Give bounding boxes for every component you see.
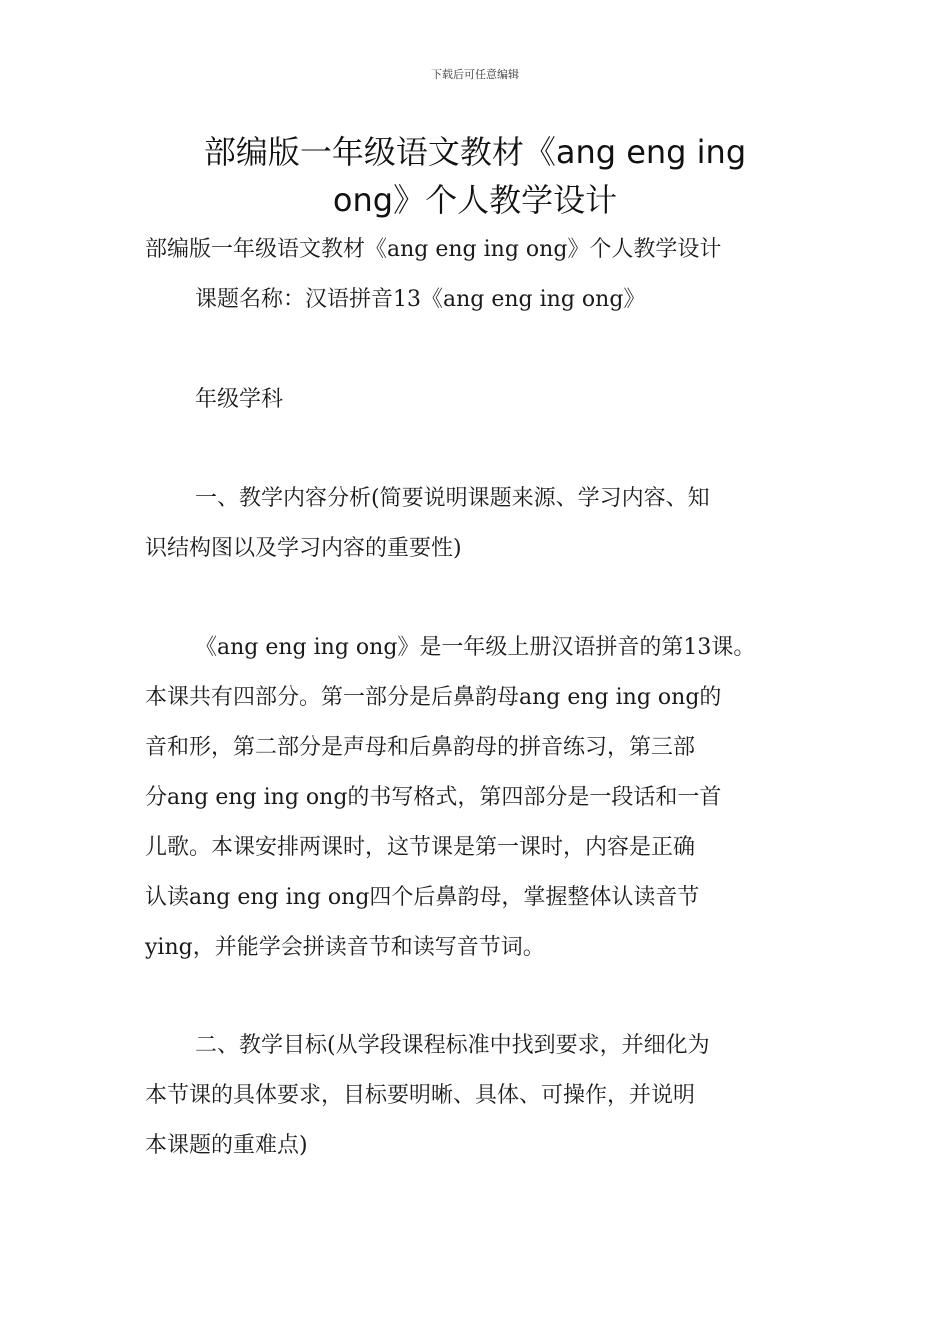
header-note: 下载后可任意编辑 [431, 68, 519, 81]
title-line-1: 部编版一年级语文教材《ang eng ing [203, 133, 747, 171]
section-1-line: 识结构图以及学习内容的重要性) [145, 536, 462, 561]
title-line-2: ong》个人教学设计 [332, 181, 618, 219]
paragraph-1 [145, 623, 815, 973]
section-2-line: 本课题的重难点) [145, 1133, 308, 1158]
section-1-line: 一、教学内容分析(简要说明课题来源、学习内容、知 [195, 486, 710, 511]
section-2-line: 二、教学目标(从学段课程标准中找到要求，并细化为 [195, 1033, 710, 1058]
paragraph-line: ying，并能学会拼读音节和读写音节词。 [145, 935, 545, 960]
section-2-heading [145, 1021, 815, 1171]
paragraph-line: 《ang eng ing ong》是一年级上册汉语拼音的第13课。 [195, 635, 756, 660]
lesson-name: 课题名称：汉语拼音13《ang eng ing ong》 [195, 287, 646, 312]
grade-subject: 年级学科 [195, 387, 284, 412]
paragraph-line: 本课共有四部分。第一部分是后鼻韵母ang eng ing ong的 [145, 685, 722, 710]
paragraph-line: 分ang eng ing ong的书写格式，第四部分是一段话和一首 [145, 785, 722, 810]
section-2-line: 本节课的具体要求，目标要明晰、具体、可操作，并说明 [145, 1083, 696, 1108]
document-title [130, 128, 820, 224]
section-1-heading [145, 474, 815, 574]
paragraph-line: 儿歌。本课安排两课时，这节课是第一课时，内容是正确 [145, 835, 696, 860]
document-subtitle: 部编版一年级语文教材《ang eng ing ong》个人教学设计 [145, 237, 722, 262]
paragraph-line: 音和形，第二部分是声母和后鼻韵母的拼音练习，第三部 [145, 735, 696, 760]
paragraph-line: 认读ang eng ing ong四个后鼻韵母，掌握整体认读音节 [145, 885, 700, 910]
